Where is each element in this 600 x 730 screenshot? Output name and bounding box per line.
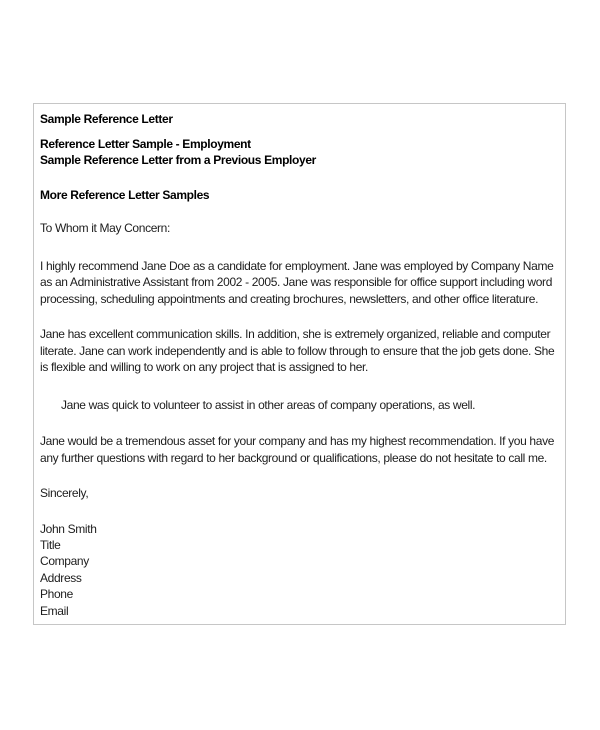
signature-email: Email	[40, 603, 69, 618]
reference-letter-document	[33, 103, 566, 625]
body-paragraph-1: I highly recommend Jane Doe as a candidate for employment. Jane was employed by Company Name as an Administrative Assistant from 2002 - 2005. Jane was responsible for office support including word processing, scheduling appointments and creating brochures, newsletters, and other office literature.	[40, 258, 554, 306]
signature-title: Title	[40, 537, 61, 552]
signature-address: Address	[40, 570, 82, 585]
letter-subtitle-group	[40, 136, 559, 169]
signature-name: John Smith	[40, 521, 97, 536]
signature-phone: Phone	[40, 587, 73, 602]
more-samples-heading: More Reference Letter Samples	[40, 187, 210, 202]
signature-company: Company	[40, 554, 89, 569]
subtitle-line-previous-employer: Sample Reference Letter from a Previous Employer	[40, 153, 316, 167]
valediction: Sincerely,	[40, 486, 89, 500]
letter-title: Sample Reference Letter	[40, 112, 173, 126]
salutation: To Whom it May Concern:	[40, 221, 170, 235]
signature-block	[40, 521, 559, 619]
indented-paragraph: Jane was quick to volunteer to assist in other areas of company operations, as well.	[61, 397, 476, 412]
body-paragraph-2: Jane has excellent communication skills. In addition, she is extremely organized, reliable and computer literate. Jane can work independently and is able to follow through to ensure that the job gets done. She is flexible and willing to work on any project that is assigned to her.	[40, 327, 555, 374]
subtitle-line-employment: Reference Letter Sample - Employment	[40, 136, 251, 151]
closing-paragraph: Jane would be a tremendous asset for your company and has my highest recommendation. If you have any further questions with regard to her background or qualifications, please do not hesitate to call me.	[40, 434, 555, 465]
